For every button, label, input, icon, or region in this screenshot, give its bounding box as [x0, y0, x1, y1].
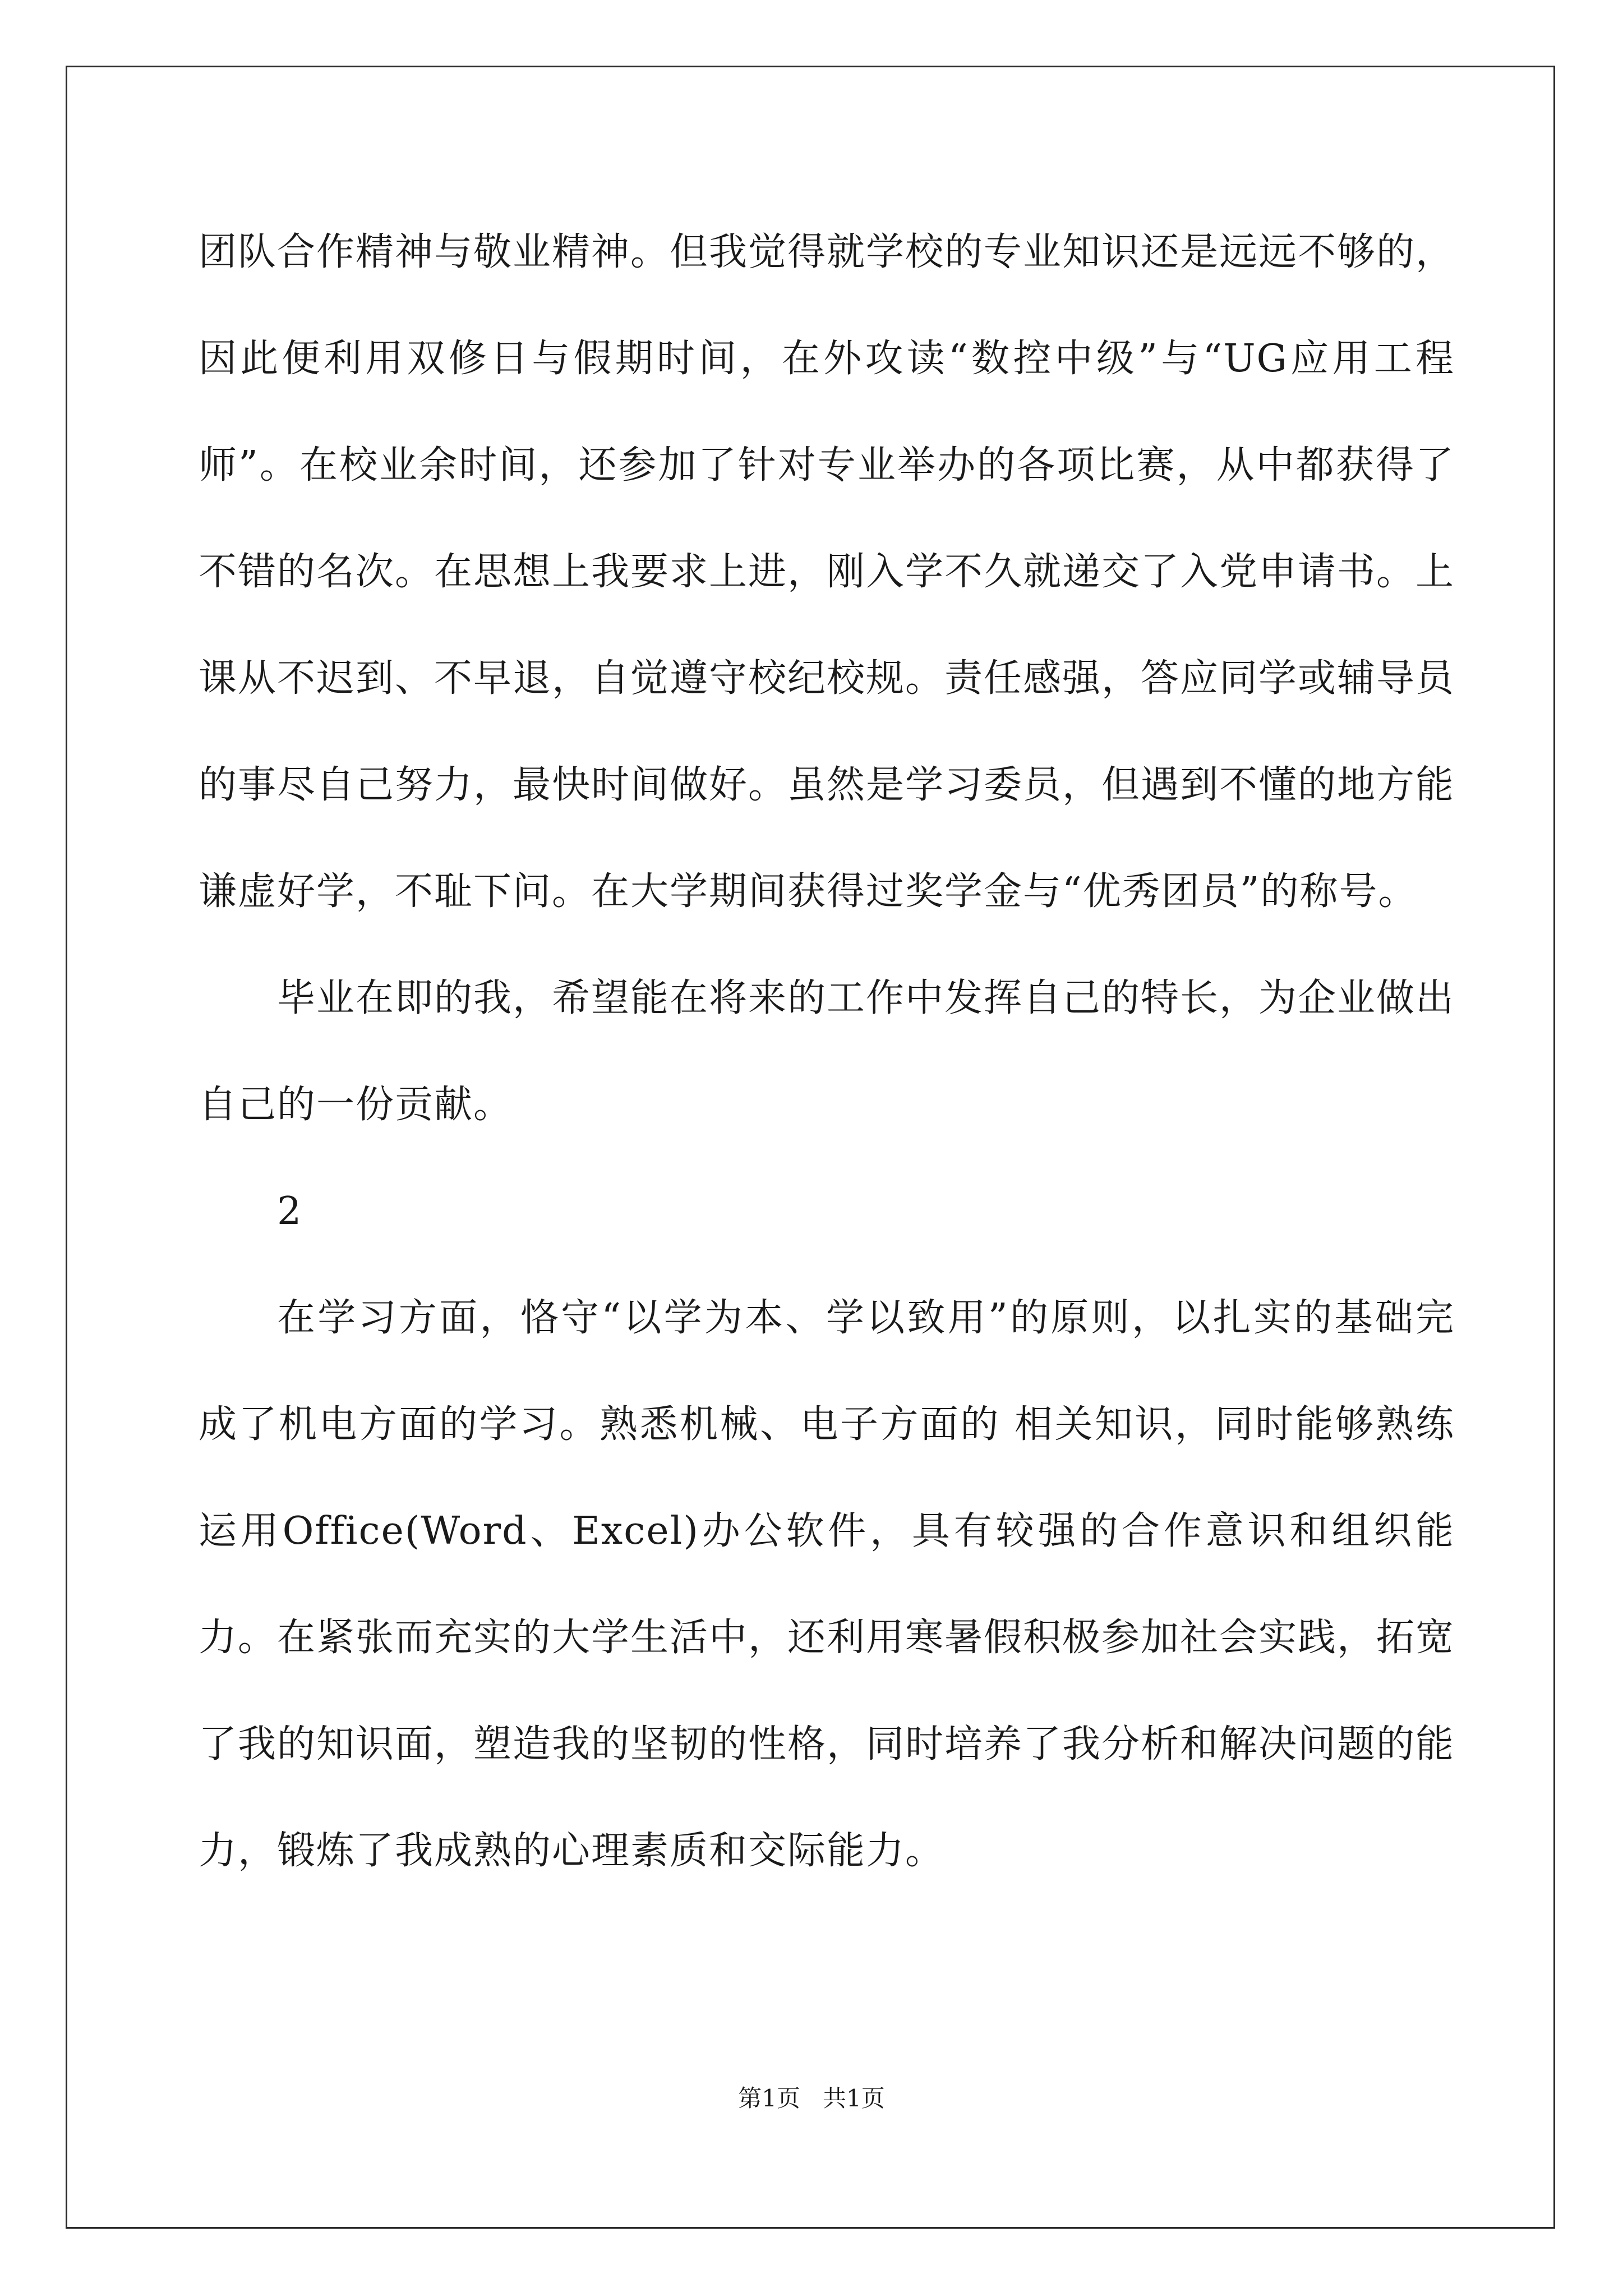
section-number: 2 — [277, 1189, 303, 1234]
paragraph-3: 在学习方面，恪守“以学为本、学以致用”的原则，以扎实的基础完成了机电方面的学习。熟悉机械、电子方面的 相关知识，同时能够熟练运用Office(Word、Excel)办公软件，具有较强的合作意识和组织能力。在紧张而充实的大学生活中，还利用寒暑假积极参加社会实践，拓宽了我的知识面，塑造我的坚韧的性格，同时培养了我分析和解决问题的能力，锻炼了我成熟的心理素质和交际能力。 — [199, 1296, 1455, 1873]
page-footer — [0, 2080, 1623, 2114]
document-body — [199, 199, 1455, 1904]
page-total-label: 共1页 — [823, 2085, 885, 2112]
paragraph-2: 毕业在即的我，希望能在将来的工作中发挥自己的特长，为企业做出自己的一份贡献。 — [199, 976, 1455, 1127]
page-number-label: 第1页 — [738, 2085, 800, 2112]
paragraph-1: 团队合作精神与敬业精神。但我觉得就学校的专业知识还是远远不够的，因此便利用双修日与假期时间，在外攻读“数控中级”与“UG应用工程师”。在校业余时间，还参加了针对专业举办的各项比赛，从中都获得了不错的名次。在思想上我要求上进，刚入学不久就递交了入党申请书。上课从不迟到、不早退，自觉遵守校纪校规。责任感强，答应同学或辅导员的事尽自己努力，最快时间做好。虽然是学习委员，但遇到不懂的地方能谦虚好学，不耻下问。在大学期间获得过奖学金与“优秀团员”的称号。 — [199, 230, 1455, 914]
